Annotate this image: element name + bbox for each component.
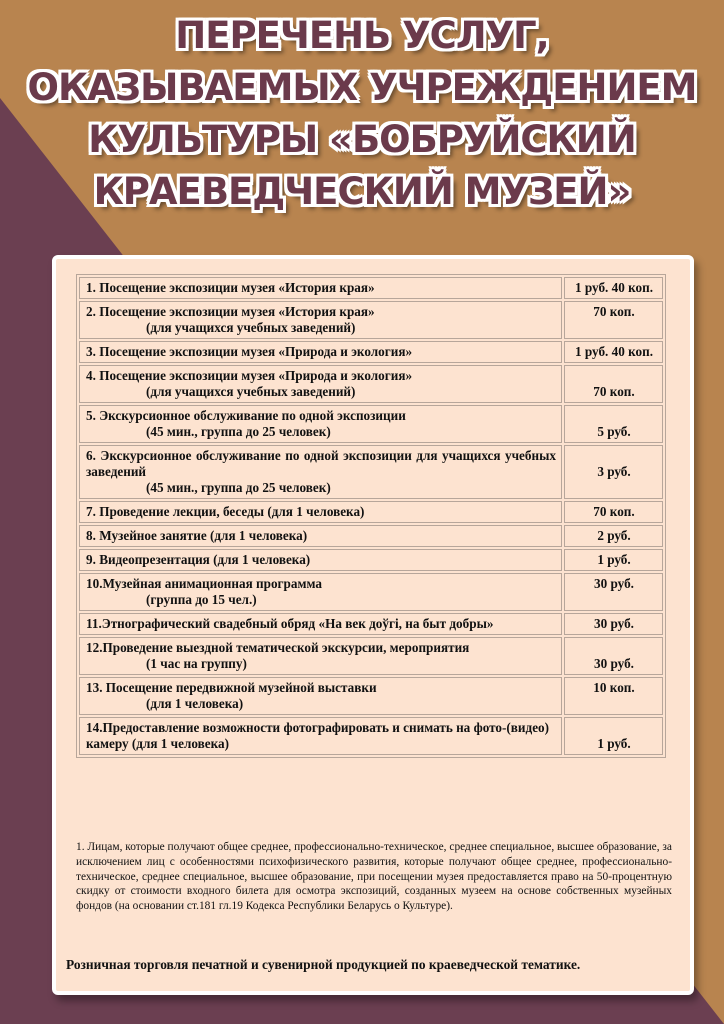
service-price: 30 руб.: [564, 637, 663, 675]
table-row: [79, 405, 663, 443]
service-price: 1 руб. 40 коп.: [564, 277, 663, 299]
service-name: 4. Посещение экспозиции музея «Природа и экология» (для учащихся учебных заведений): [79, 365, 562, 403]
service-price: 1 руб.: [564, 549, 663, 571]
table-row: [79, 525, 663, 547]
title-line: ПЕРЕЧЕНЬ УСЛУГ,: [175, 14, 549, 57]
service-price: 30 руб.: [564, 613, 663, 635]
service-name: 7. Проведение лекции, беседы (для 1 человека): [79, 501, 562, 523]
service-price: 1 руб.: [564, 717, 663, 755]
service-note: (45 мин., группа до 25 человек): [146, 424, 331, 439]
service-price: 70 коп.: [564, 501, 663, 523]
service-note: (для учащихся учебных заведений): [146, 384, 356, 399]
table-row: [79, 637, 663, 675]
table-row: [79, 677, 663, 715]
service-name: 3. Посещение экспозиции музея «Природа и экология»: [79, 341, 562, 363]
service-name: 8. Музейное занятие (для 1 человека): [79, 525, 562, 547]
service-price: 2 руб.: [564, 525, 663, 547]
service-price: 70 коп.: [564, 301, 663, 339]
service-name: 13. Посещение передвижной музейной выставки (для 1 человека): [79, 677, 562, 715]
table-row: [79, 549, 663, 571]
table-row: [79, 613, 663, 635]
service-note: (для учащихся учебных заведений): [146, 320, 356, 335]
table-row: [79, 301, 663, 339]
title-line: КУЛЬТУРЫ «БОБРУЙСКИЙ: [88, 118, 636, 161]
service-name: 9. Видеопрезентация (для 1 человека): [79, 549, 562, 571]
service-name: 11.Этнографический свадебный обряд «На век доўгі, на быт добры»: [79, 613, 562, 635]
price-list-card: [52, 255, 694, 995]
service-price: 30 руб.: [564, 573, 663, 611]
service-price: 70 коп.: [564, 365, 663, 403]
service-price: 10 коп.: [564, 677, 663, 715]
table-row: [79, 573, 663, 611]
service-note: (1 час на группу): [146, 656, 247, 671]
service-name: 12.Проведение выездной тематической экскурсии, мероприятия (1 час на группу): [79, 637, 562, 675]
service-note: (45 мин., группа до 25 человек): [146, 480, 331, 495]
service-price: 5 руб.: [564, 405, 663, 443]
service-name: 6. Экскурсионное обслуживание по одной экспозиции для учащихся учебных заведений (45 мин., группа до 25 человек): [79, 445, 562, 499]
table-row: [79, 365, 663, 403]
service-name: 10.Музейная анимационная программа (группа до 15 чел.): [79, 573, 562, 611]
service-name: 14.Предоставление возможности фотографировать и снимать на фото-(видео) камеру (для 1 человека): [79, 717, 562, 755]
service-price: 1 руб. 40 коп.: [564, 341, 663, 363]
table-row: [79, 277, 663, 299]
service-price: 3 руб.: [564, 445, 663, 499]
table-row: [79, 501, 663, 523]
title-line: ОКАЗЫВАЕМЫХ УЧРЕЖДЕНИЕМ: [27, 66, 697, 109]
service-note: (группа до 15 чел.): [146, 592, 257, 607]
table-row: [79, 341, 663, 363]
discount-footnote: 1. Лицам, которые получают общее среднее, профессионально-техническое, среднее специальное, высшее образование, за исключением лиц с особенностями психофизического развития, которые получают общее среднее, профессионально-техническое, среднее специальное, высшее образование, при посещении музея предоставляется право на 50-процентную скидку от стоимости входного билета для осмотра экспозиций, созданных музеем на основе собственных музейных фондов (на основании ст.181 гл.19 Кодекса Республики Беларусь о Культуре).: [76, 841, 672, 912]
table-row: [79, 717, 663, 755]
service-name: 5. Экскурсионное обслуживание по одной экспозиции (45 мин., группа до 25 человек): [79, 405, 562, 443]
title-line: КРАЕВЕДЧЕСКИЙ МУЗЕЙ»: [93, 170, 631, 213]
services-table: [76, 274, 666, 758]
service-name: 2. Посещение экспозиции музея «История края» (для учащихся учебных заведений): [79, 301, 562, 339]
page-title: [0, 10, 724, 218]
service-note: (для 1 человека): [146, 696, 244, 711]
retail-notice: Розничная торговля печатной и сувенирной продукцией по краеведческой тематике.: [66, 957, 581, 973]
table-row: [79, 445, 663, 499]
service-name: 1. Посещение экспозиции музея «История края»: [79, 277, 562, 299]
